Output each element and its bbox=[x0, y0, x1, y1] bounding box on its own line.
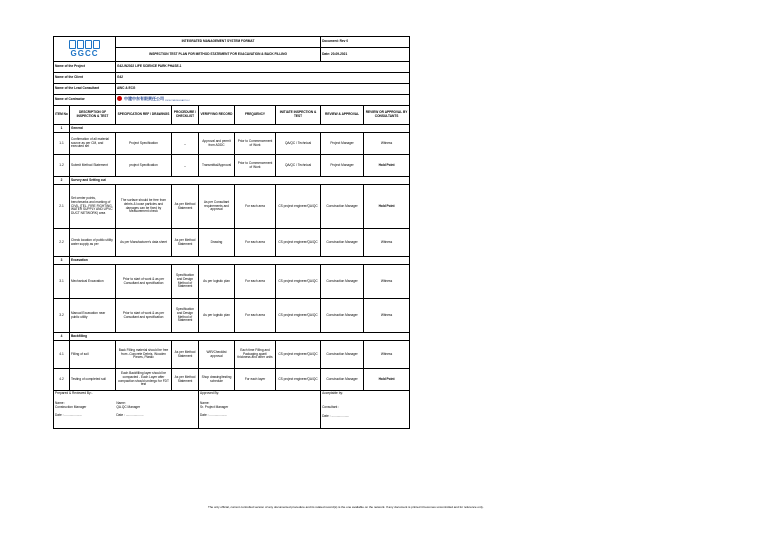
item-freq: Prior to Commencement of Work bbox=[235, 133, 276, 155]
table-row bbox=[54, 185, 410, 229]
item-proc: As per Method Statement bbox=[172, 341, 199, 369]
document-rev: Document: Rev 0 bbox=[321, 37, 410, 48]
name-field: Name: bbox=[116, 400, 126, 405]
company-logo bbox=[54, 37, 116, 62]
item-no: 2.2 bbox=[54, 229, 70, 257]
role-sr-project-manager: Sr. Project Manager bbox=[200, 404, 229, 409]
project-value: G42-W2022 LIFE SCIENCE PARK PHASE-1 bbox=[116, 62, 410, 73]
section-row bbox=[54, 177, 410, 185]
item-init: CS project engineer/QA/QC bbox=[276, 369, 321, 391]
item-spec: Back Filling material should be free from -Concrete Debris, Wooden Pieces, Plastic bbox=[116, 341, 172, 369]
col-header: REVIEW & APPROVAL bbox=[321, 106, 364, 125]
prepared-label: Prepared & Reviewed By:- bbox=[55, 391, 93, 395]
item-proc: _ bbox=[172, 133, 199, 155]
item-proc: Specification and Design Method of Statement bbox=[172, 265, 199, 299]
section-row bbox=[54, 333, 410, 341]
item-spec: Prior to start of work & as per Consultant and specification bbox=[116, 265, 172, 299]
col-header: REVIEW OR APPROVAL BY CONSULTANTS bbox=[364, 106, 410, 125]
date-field: Date : .................... bbox=[55, 413, 83, 418]
item-record: Transmittal/Approval bbox=[199, 155, 235, 177]
item-record: As per logistic plan bbox=[199, 265, 235, 299]
item-no: 2.1 bbox=[54, 185, 70, 229]
item-no: 3.2 bbox=[54, 299, 70, 333]
plan-title: INSPECTION TEST PLAN FOR METHOD STATEMENT FOR EXACAVATION & BACK FILLING bbox=[116, 48, 321, 62]
item-desc: Set center points, benchmarks and marking of CIVIL (TEL, FIRE FIGHTING, WATER SUPPLY AND UPVC DUCT NETWORK) area bbox=[70, 185, 116, 229]
item-desc: Mechanical Excavation bbox=[70, 265, 116, 299]
item-no: 4.2 bbox=[54, 369, 70, 391]
item-review: Construction Manager bbox=[321, 265, 364, 299]
section-title: Excavation bbox=[70, 257, 410, 265]
item-init: CS project engineer/QA/QC bbox=[276, 185, 321, 229]
role-construction-manager: Construction Manager bbox=[55, 404, 87, 409]
date-field: Date : .................... bbox=[200, 413, 228, 418]
item-freq: For each area bbox=[235, 229, 276, 257]
accepted-block bbox=[321, 391, 410, 429]
client-value: G42 bbox=[116, 73, 410, 84]
logo-text: GGCC bbox=[70, 49, 99, 58]
name-field: Name: bbox=[200, 400, 210, 405]
itp-table bbox=[53, 36, 410, 429]
item-init: CS project engineer/QA/QC bbox=[276, 299, 321, 333]
item-proc: As per Method Statement bbox=[172, 229, 199, 257]
table-row bbox=[54, 299, 410, 333]
item-no: 1.1 bbox=[54, 133, 70, 155]
footer-note: The only official, current controlled version of any documented procedure and its related record(s) is the one available on the network. If any document is printed it becomes uncontrolled and for reference only. bbox=[208, 505, 484, 509]
item-freq: For each area bbox=[235, 265, 276, 299]
section-title: General bbox=[70, 125, 410, 133]
contractor-label: Name of Contractor bbox=[54, 95, 116, 106]
item-freq: Prior to Commencement of Work bbox=[235, 155, 276, 177]
item-consultant: Witness bbox=[364, 265, 410, 299]
item-consultant: Hold Point bbox=[364, 185, 410, 229]
item-spec: Each Backfilling layer should be compacted - Each Layer after compaction should undergo for FDT test bbox=[116, 369, 172, 391]
table-row bbox=[54, 133, 410, 155]
col-header: SPECIFICATION REF / DRAWINGS bbox=[116, 106, 172, 125]
section-no: 4 bbox=[54, 333, 70, 341]
consultant-field: Consultant : bbox=[322, 404, 340, 409]
item-record: Approval and permit from ADDC bbox=[199, 133, 235, 155]
item-record: As per Consultant requirements and approval bbox=[199, 185, 235, 229]
item-spec: Prior to start of work & as per Consultant and specification bbox=[116, 299, 172, 333]
item-freq: For each area bbox=[235, 185, 276, 229]
role-qaqc-manager: QA.QC Manager bbox=[116, 404, 141, 409]
col-header: DESCRIPTION OF INSPECTION & TEST bbox=[70, 106, 116, 125]
section-title: Survey and Setting out bbox=[70, 177, 410, 185]
prepared-block bbox=[54, 391, 199, 429]
date-field: Date : .................... bbox=[322, 413, 350, 418]
col-header: INITIATE INSPECTION & TEST bbox=[276, 106, 321, 125]
signature-row bbox=[54, 391, 410, 429]
item-desc: Testing of completed soil bbox=[70, 369, 116, 391]
cscec-logo-icon bbox=[117, 96, 122, 101]
item-init: CS project engineer/QA/QC bbox=[276, 265, 321, 299]
item-spec: The surface should be free from debris & loose particles and damages can be fixed by Measurement check bbox=[116, 185, 172, 229]
date-field: Date : .................... bbox=[116, 413, 144, 418]
contractor-logo bbox=[116, 95, 410, 106]
item-freq: For each layer bbox=[235, 369, 276, 391]
item-proc: As per Method Statement bbox=[172, 369, 199, 391]
item-consultant: Witness bbox=[364, 229, 410, 257]
item-consultant: Witness bbox=[364, 133, 410, 155]
item-review: Construction Manager bbox=[321, 229, 364, 257]
item-init: QA/QC / Technical bbox=[276, 133, 321, 155]
item-desc: Submit Method Statement bbox=[70, 155, 116, 177]
item-desc: Manual Excavation near public utility bbox=[70, 299, 116, 333]
item-freq: Each time Filling and Packaging apart/ thickness and other units bbox=[235, 341, 276, 369]
section-no: 3 bbox=[54, 257, 70, 265]
col-header: VERIFYING RECORD bbox=[199, 106, 235, 125]
project-label: Name of the Project bbox=[54, 62, 116, 73]
item-proc: _ bbox=[172, 155, 199, 177]
item-desc: Filling of soil bbox=[70, 341, 116, 369]
item-review: Project Manager bbox=[321, 133, 364, 155]
item-review: Construction Manager bbox=[321, 341, 364, 369]
item-init: CS project engineer/QA/QC bbox=[276, 229, 321, 257]
item-spec: project Specification bbox=[116, 155, 172, 177]
contractor-logo-text: 中建中东有限责任公司 bbox=[124, 95, 164, 101]
accepted-label: Acceptable by: bbox=[322, 391, 343, 395]
item-record: Drawing bbox=[199, 229, 235, 257]
item-proc: As per Method Statement bbox=[172, 185, 199, 229]
item-consultant: Witness bbox=[364, 341, 410, 369]
consultant-value: AWC & ECG bbox=[116, 84, 410, 95]
approved-block bbox=[199, 391, 321, 429]
item-review: Construction Manager bbox=[321, 299, 364, 333]
column-header-row bbox=[54, 106, 410, 125]
section-title: Backfilling bbox=[70, 333, 410, 341]
consultant-label: Name of the Lead Consultant bbox=[54, 84, 116, 95]
item-record: Shop drawing/testing schedule bbox=[199, 369, 235, 391]
section-row bbox=[54, 257, 410, 265]
section-no: 2 bbox=[54, 177, 70, 185]
col-header: ITEM No bbox=[54, 106, 70, 125]
item-desc: Check location of public utility water supply as per bbox=[70, 229, 116, 257]
item-spec: Project Specification bbox=[116, 133, 172, 155]
item-consultant: Hold Point bbox=[364, 155, 410, 177]
item-freq: For each area bbox=[235, 299, 276, 333]
table-row bbox=[54, 369, 410, 391]
col-header: PROCEDURE / CHECKLIST bbox=[172, 106, 199, 125]
item-review: Construction Manager bbox=[321, 369, 364, 391]
approved-label: Approved By: bbox=[200, 391, 220, 395]
section-no: 1 bbox=[54, 125, 70, 133]
table-row bbox=[54, 229, 410, 257]
item-init: CS project engineer/QA/QC bbox=[276, 341, 321, 369]
client-label: Name of the Client bbox=[54, 73, 116, 84]
item-review: Construction Manager bbox=[321, 185, 364, 229]
contractor-logo-sub: CSCEC MIDDLE EAST LLC bbox=[164, 100, 190, 103]
col-header: FREQUENCY bbox=[235, 106, 276, 125]
item-record: WIR/Checklist approval bbox=[199, 341, 235, 369]
table-row bbox=[54, 341, 410, 369]
item-spec: As per Manufacturer's data sheet bbox=[116, 229, 172, 257]
document-date: Date: 20-09-2021 bbox=[321, 48, 410, 62]
item-consultant: Hold Point bbox=[364, 369, 410, 391]
item-review: Project Manager bbox=[321, 155, 364, 177]
section-row bbox=[54, 125, 410, 133]
item-no: 3.1 bbox=[54, 265, 70, 299]
item-no: 1.2 bbox=[54, 155, 70, 177]
name-field: Name : bbox=[55, 400, 66, 405]
item-proc: Specification and Design Method of Statement bbox=[172, 299, 199, 333]
table-row bbox=[54, 265, 410, 299]
table-row bbox=[54, 155, 410, 177]
format-title: INTEGRATED MANAGEMENT SYSTEM FORMAT bbox=[116, 37, 321, 48]
item-consultant: Witness bbox=[364, 299, 410, 333]
item-init: QA/QC / Technical bbox=[276, 155, 321, 177]
item-no: 4.1 bbox=[54, 341, 70, 369]
item-desc: Confirmation of all material source as per CM, and executed set bbox=[70, 133, 116, 155]
item-record: As per logistic plan bbox=[199, 299, 235, 333]
